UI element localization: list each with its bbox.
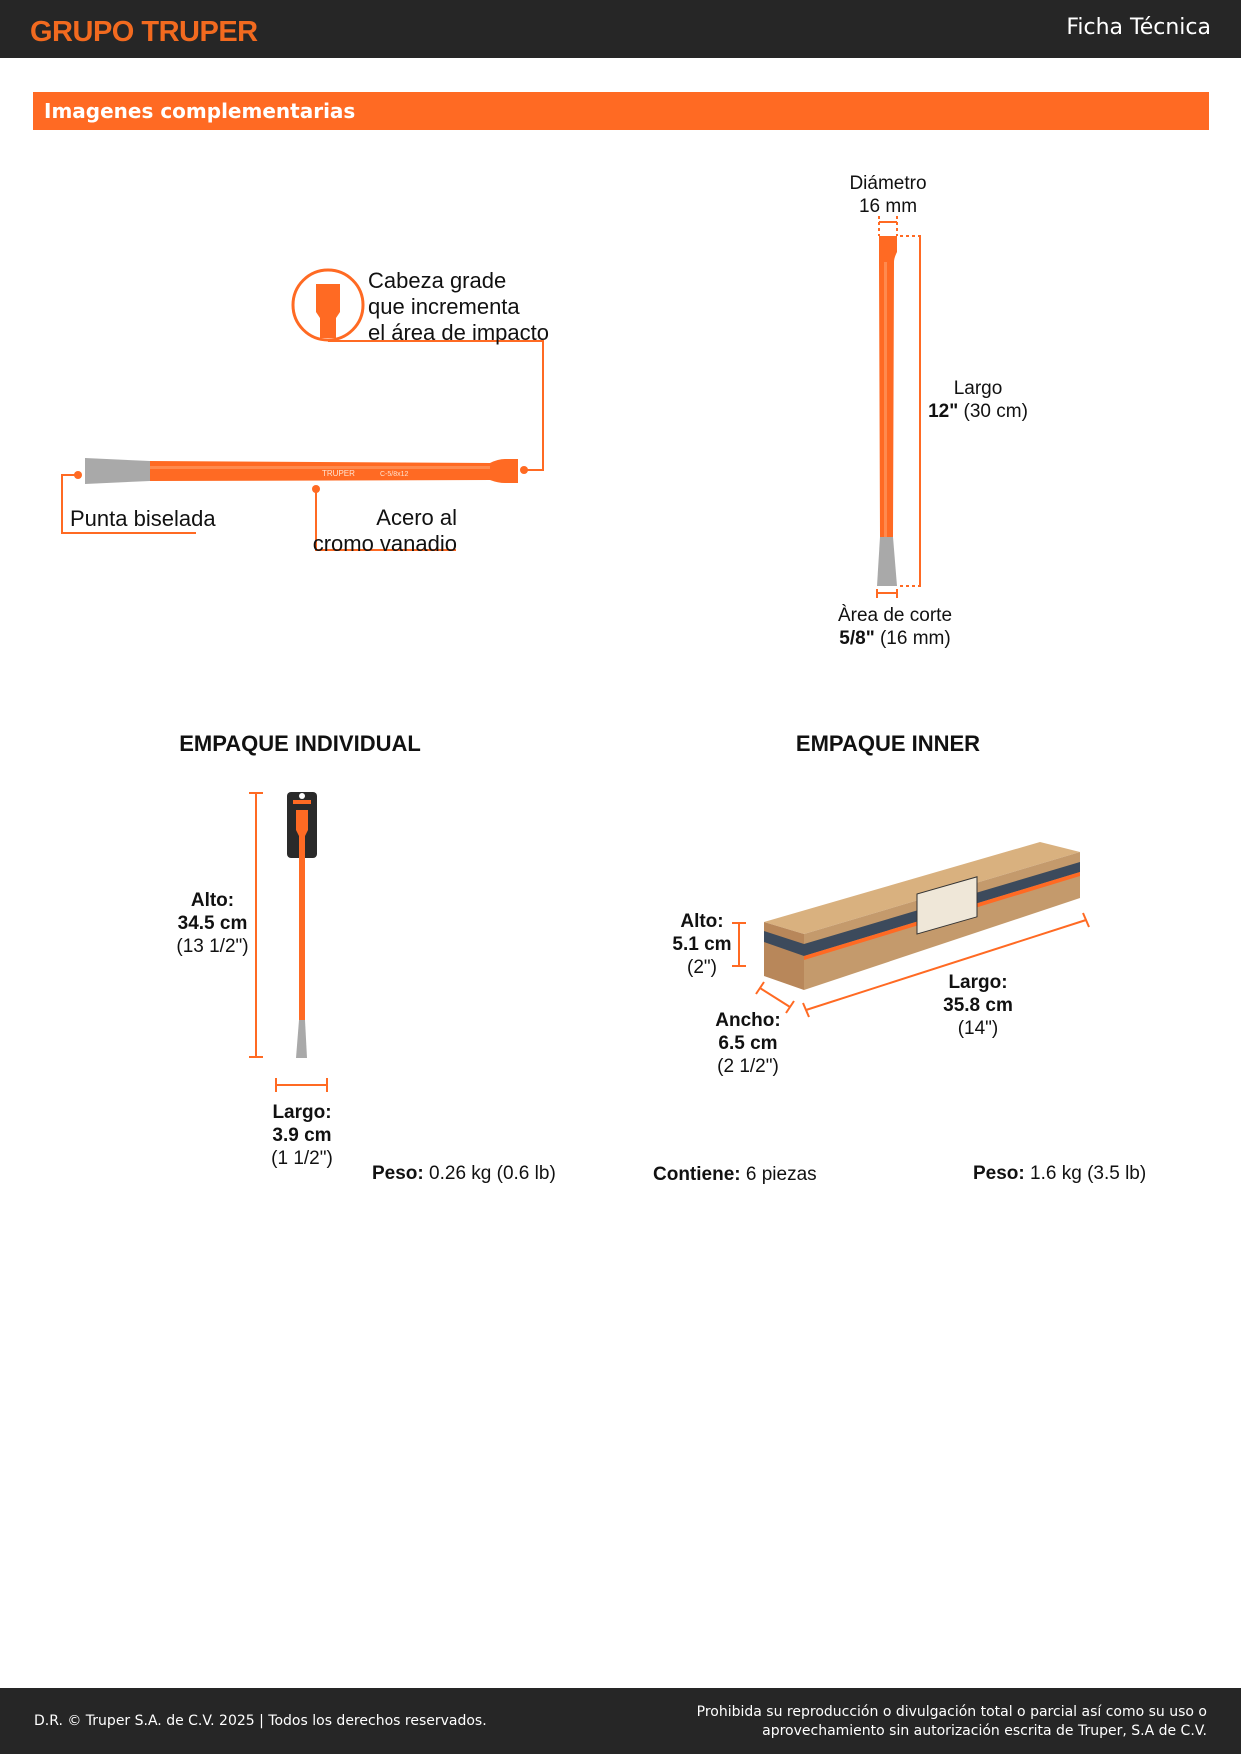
tool-brand-mark: TRUPER: [322, 469, 355, 478]
length-label: Largo 12" (30 cm): [928, 378, 1028, 422]
inner-package-title: EMPAQUE INNER: [795, 731, 981, 756]
copyright-text: D.R. © Truper S.A. de C.V. 2025 | Todos los derechos reservados.: [34, 1713, 487, 1729]
chisel-horizontal: [85, 458, 518, 484]
individual-package: [287, 792, 317, 1058]
tip-callout: Punta biselada: [70, 506, 216, 531]
legal-notice: Prohibida su reproducción o divulgación total o parcial así como su uso o aprovechamiento sin autorización escrita de Truper, S.A de C.V.: [696, 1704, 1207, 1739]
individual-package-title: EMPAQUE INDIVIDUAL: [179, 731, 421, 756]
chisel-vertical: [877, 236, 897, 586]
section-title: Imagenes complementarias: [44, 99, 356, 123]
inner-width-label: Ancho: 6.5 cm (2 1/2"): [715, 1010, 781, 1077]
inner-height-label: Alto: 5.1 cm (2"): [672, 911, 732, 978]
document-type: Ficha Técnica: [1066, 15, 1211, 40]
inner-box: [764, 842, 1080, 990]
cut-area-label: Àrea de corte 5/8" (16 mm): [837, 605, 953, 649]
head-callout: Cabeza grade que incrementa el área de impacto: [368, 268, 549, 345]
brand-logo: GRUPO TRUPER: [30, 16, 258, 48]
tool-code: C-5/8x12: [380, 471, 409, 478]
diameter-label: Diámetro 16 mm: [849, 173, 927, 217]
page-footer: [0, 1688, 1241, 1754]
material-callout: Acero al cromo vanadio: [312, 505, 457, 556]
individual-weight: Peso: 0.26 kg (0.6 lb): [372, 1163, 556, 1184]
individual-length-label: Largo: 3.9 cm (1 1/2"): [271, 1102, 333, 1169]
individual-height-label: Alto: 34.5 cm (13 1/2"): [176, 890, 249, 957]
inner-contents: Contiene: 6 piezas: [653, 1164, 817, 1185]
inner-length-label: Largo: 35.8 cm (14"): [943, 972, 1013, 1039]
inner-weight: Peso: 1.6 kg (3.5 lb): [973, 1163, 1147, 1184]
head-detail-circle: [293, 270, 363, 340]
